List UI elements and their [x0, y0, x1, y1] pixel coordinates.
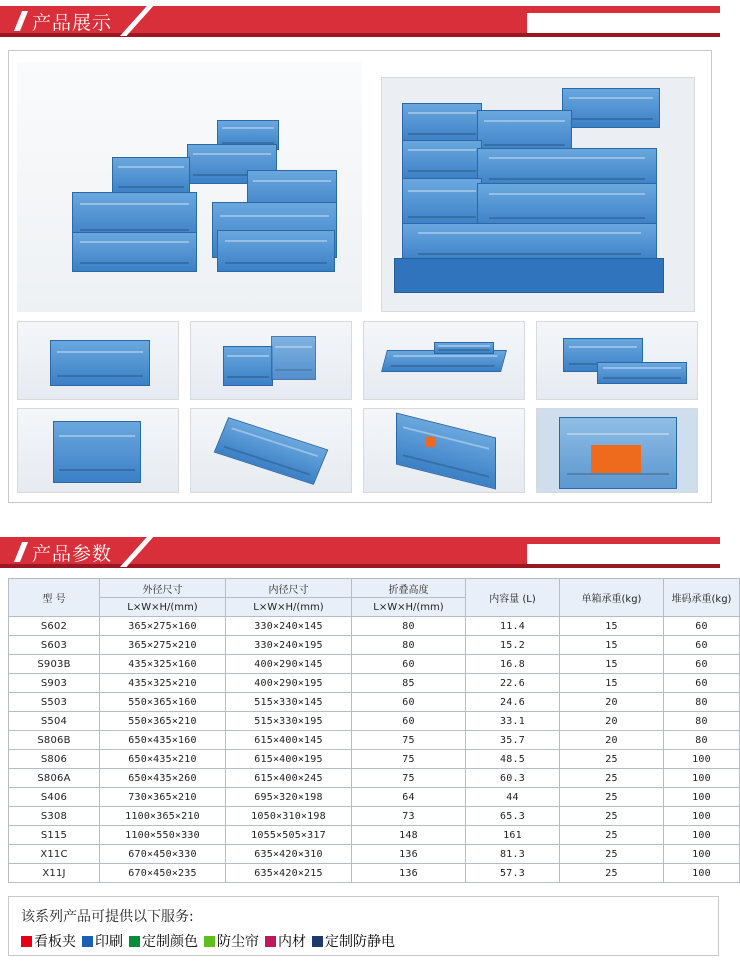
services-heading: 该系列产品可提供以下服务: — [21, 909, 194, 925]
service-item — [265, 931, 306, 951]
cell-outer: 365×275×210 — [100, 636, 226, 655]
product-params-title: 产品参数 — [32, 539, 112, 566]
service-item — [204, 931, 259, 951]
cell-stack-load: 60 — [664, 617, 740, 636]
header-outer: 外径尺寸 — [100, 579, 226, 598]
cell-outer: 550×365×160 — [100, 693, 226, 712]
cell-model: S603 — [9, 636, 100, 655]
cell-single-load: 25 — [560, 788, 664, 807]
product-thumb-1[interactable] — [17, 321, 179, 400]
service-label: 看板夹 — [34, 934, 76, 950]
service-label: 内材 — [278, 934, 306, 950]
header-stack-load: 堆码承重(kg) — [664, 579, 740, 617]
cell-fold: 73 — [352, 807, 466, 826]
cell-stack-load: 60 — [664, 636, 740, 655]
cell-inner: 695×320×198 — [226, 788, 352, 807]
cell-model: S406 — [9, 788, 100, 807]
cell-model: S806 — [9, 750, 100, 769]
cell-inner: 1055×505×317 — [226, 826, 352, 845]
cell-single-load: 25 — [560, 864, 664, 883]
product-thumb-6[interactable] — [190, 408, 352, 493]
product-display-banner — [0, 3, 720, 37]
table-row — [9, 636, 740, 655]
table-row — [9, 826, 740, 845]
cell-stack-load: 100 — [664, 750, 740, 769]
cell-fold: 136 — [352, 845, 466, 864]
product-thumb-7[interactable] — [363, 408, 525, 493]
cell-capacity: 33.1 — [466, 712, 560, 731]
cell-inner: 400×290×145 — [226, 655, 352, 674]
product-gallery — [8, 50, 712, 503]
cell-single-load: 15 — [560, 636, 664, 655]
service-item — [129, 931, 198, 951]
product-thumb-3[interactable] — [363, 321, 525, 400]
cell-fold: 75 — [352, 731, 466, 750]
service-label: 印刷 — [95, 934, 123, 950]
table-row — [9, 712, 740, 731]
cell-stack-load: 100 — [664, 769, 740, 788]
table-row — [9, 769, 740, 788]
cell-stack-load: 100 — [664, 826, 740, 845]
cell-outer: 1100×365×210 — [100, 807, 226, 826]
product-display-title: 产品展示 — [32, 8, 112, 35]
cell-inner: 615×400×245 — [226, 769, 352, 788]
cell-single-load: 15 — [560, 674, 664, 693]
header-inner-sub: L×W×H/(mm) — [226, 598, 352, 617]
cell-fold: 64 — [352, 788, 466, 807]
service-item — [82, 931, 123, 951]
cell-single-load: 25 — [560, 769, 664, 788]
cell-inner: 515×330×145 — [226, 693, 352, 712]
cell-outer: 650×435×260 — [100, 769, 226, 788]
cell-outer: 670×450×330 — [100, 845, 226, 864]
cell-fold: 75 — [352, 750, 466, 769]
table-row — [9, 807, 740, 826]
cell-outer: 435×325×160 — [100, 655, 226, 674]
cell-fold: 60 — [352, 712, 466, 731]
cell-model: S903B — [9, 655, 100, 674]
product-thumb-8[interactable] — [536, 408, 698, 493]
cell-fold: 75 — [352, 769, 466, 788]
service-label: 防尘帘 — [217, 934, 259, 950]
cell-model: S903 — [9, 674, 100, 693]
cell-inner: 330×240×195 — [226, 636, 352, 655]
cell-single-load: 20 — [560, 712, 664, 731]
cell-outer: 650×435×210 — [100, 750, 226, 769]
cell-fold: 148 — [352, 826, 466, 845]
product-thumb-5[interactable] — [17, 408, 179, 493]
header-capacity: 内容量 (L) — [466, 579, 560, 617]
cell-stack-load: 80 — [664, 693, 740, 712]
cell-fold: 60 — [352, 693, 466, 712]
table-row — [9, 617, 740, 636]
cell-capacity: 48.5 — [466, 750, 560, 769]
cell-outer: 435×325×210 — [100, 674, 226, 693]
table-row — [9, 750, 740, 769]
table-row — [9, 845, 740, 864]
cell-single-load: 15 — [560, 617, 664, 636]
cell-inner: 400×290×195 — [226, 674, 352, 693]
cell-model: S115 — [9, 826, 100, 845]
service-item — [312, 931, 395, 951]
cell-capacity: 60.3 — [466, 769, 560, 788]
table-row — [9, 674, 740, 693]
service-color-square-icon — [204, 936, 215, 947]
services-list — [21, 931, 401, 951]
cell-capacity: 16.8 — [466, 655, 560, 674]
product-image-stacked-crates[interactable] — [17, 62, 362, 312]
table-row — [9, 864, 740, 883]
cell-inner: 1050×310×198 — [226, 807, 352, 826]
cell-single-load: 20 — [560, 731, 664, 750]
cell-capacity: 24.6 — [466, 693, 560, 712]
product-image-pallet-crates[interactable] — [381, 77, 695, 312]
cell-capacity: 44 — [466, 788, 560, 807]
cell-capacity: 11.4 — [466, 617, 560, 636]
cell-capacity: 161 — [466, 826, 560, 845]
cell-inner: 635×420×215 — [226, 864, 352, 883]
cell-capacity: 35.7 — [466, 731, 560, 750]
table-row — [9, 655, 740, 674]
header-outer-sub: L×W×H/(mm) — [100, 598, 226, 617]
cell-stack-load: 60 — [664, 655, 740, 674]
service-color-square-icon — [21, 936, 32, 947]
cell-fold: 80 — [352, 636, 466, 655]
cell-capacity: 81.3 — [466, 845, 560, 864]
product-thumb-4[interactable] — [536, 321, 698, 400]
header-single-load: 单箱承重(kg) — [560, 579, 664, 617]
cell-outer: 365×275×160 — [100, 617, 226, 636]
cell-outer: 550×365×210 — [100, 712, 226, 731]
cell-fold: 136 — [352, 864, 466, 883]
table-row — [9, 693, 740, 712]
cell-outer: 650×435×160 — [100, 731, 226, 750]
service-color-square-icon — [129, 936, 140, 947]
cell-model: S806A — [9, 769, 100, 788]
service-label: 定制颜色 — [142, 934, 198, 950]
cell-stack-load: 100 — [664, 788, 740, 807]
cell-model: S602 — [9, 617, 100, 636]
cell-model: S308 — [9, 807, 100, 826]
product-thumb-2[interactable] — [190, 321, 352, 400]
cell-single-load: 25 — [560, 845, 664, 864]
cell-model: X11C — [9, 845, 100, 864]
params-table — [8, 578, 740, 883]
cell-inner: 515×330×195 — [226, 712, 352, 731]
cell-model: S504 — [9, 712, 100, 731]
cell-capacity: 57.3 — [466, 864, 560, 883]
table-row — [9, 731, 740, 750]
cell-stack-load: 80 — [664, 712, 740, 731]
cell-single-load: 15 — [560, 655, 664, 674]
cell-inner: 615×400×145 — [226, 731, 352, 750]
service-color-square-icon — [312, 936, 323, 947]
service-item — [21, 931, 76, 951]
cell-single-load: 20 — [560, 693, 664, 712]
cell-single-load: 25 — [560, 750, 664, 769]
cell-outer: 1100×550×330 — [100, 826, 226, 845]
cell-inner: 635×420×310 — [226, 845, 352, 864]
cell-capacity: 15.2 — [466, 636, 560, 655]
service-label: 定制防静电 — [325, 934, 395, 950]
cell-capacity: 22.6 — [466, 674, 560, 693]
cell-stack-load: 80 — [664, 731, 740, 750]
cell-model: X11J — [9, 864, 100, 883]
cell-capacity: 65.3 — [466, 807, 560, 826]
product-params-banner — [0, 534, 720, 568]
header-fold: 折叠高度 — [352, 579, 466, 598]
service-color-square-icon — [265, 936, 276, 947]
header-inner: 内径尺寸 — [226, 579, 352, 598]
table-row — [9, 788, 740, 807]
cell-stack-load: 100 — [664, 845, 740, 864]
cell-outer: 730×365×210 — [100, 788, 226, 807]
cell-stack-load: 100 — [664, 807, 740, 826]
services-box — [8, 896, 719, 956]
header-model: 型 号 — [9, 579, 100, 617]
cell-outer: 670×450×235 — [100, 864, 226, 883]
cell-fold: 80 — [352, 617, 466, 636]
cell-model: S503 — [9, 693, 100, 712]
cell-inner: 330×240×145 — [226, 617, 352, 636]
service-color-square-icon — [82, 936, 93, 947]
cell-stack-load: 60 — [664, 674, 740, 693]
cell-single-load: 25 — [560, 807, 664, 826]
cell-fold: 60 — [352, 655, 466, 674]
cell-single-load: 25 — [560, 826, 664, 845]
cell-model: S806B — [9, 731, 100, 750]
cell-stack-load: 100 — [664, 864, 740, 883]
cell-fold: 85 — [352, 674, 466, 693]
header-fold-sub: L×W×H/(mm) — [352, 598, 466, 617]
cell-inner: 615×400×195 — [226, 750, 352, 769]
